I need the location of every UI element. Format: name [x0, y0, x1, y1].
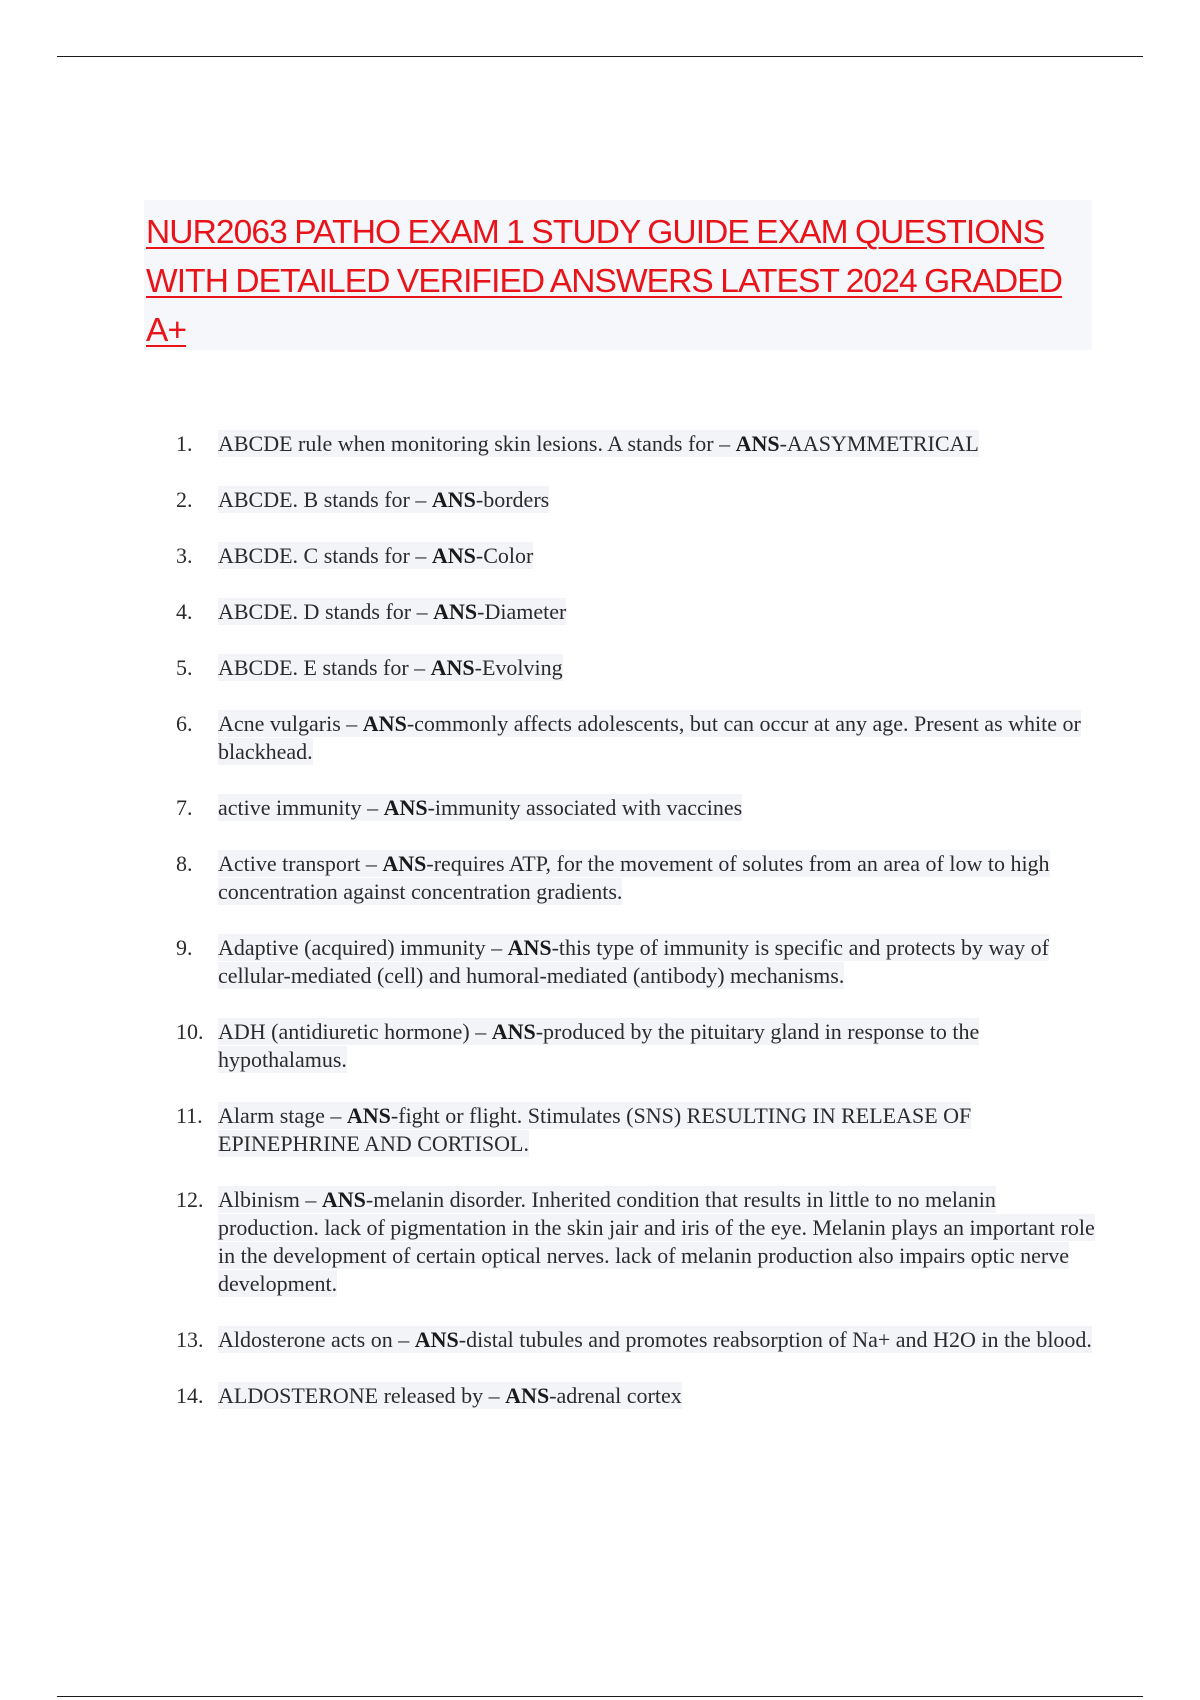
item-number: 9. — [176, 935, 193, 960]
question-text: ALDOSTERONE released by – — [218, 1383, 506, 1408]
answer-text: -Diameter — [477, 599, 567, 624]
item-number: 3. — [176, 543, 193, 568]
answer-label: ANS — [735, 431, 780, 456]
page-header-rule — [57, 56, 1143, 57]
item-number: 2. — [176, 487, 193, 512]
item-number: 10. — [176, 1019, 204, 1044]
answer-label: ANS — [491, 1019, 536, 1044]
item-number: 12. — [176, 1187, 204, 1212]
qa-item — [176, 486, 1096, 514]
answer-label: ANS — [431, 487, 476, 512]
answer-text: -Color — [475, 543, 534, 568]
question-text: ADH (antidiuretic hormone) – — [218, 1019, 492, 1044]
title-block — [144, 200, 1092, 350]
answer-label: ANS — [431, 543, 476, 568]
qa-item — [176, 710, 1096, 766]
qa-item — [176, 794, 1096, 822]
item-number: 13. — [176, 1327, 204, 1352]
qa-item — [176, 1326, 1096, 1354]
answer-text: -borders — [475, 487, 550, 512]
answer-label: ANS — [346, 1103, 391, 1128]
item-number: 14. — [176, 1383, 204, 1408]
answer-text: -distal tubules and promotes reabsorption of Na+ and H2O in the blood. — [458, 1327, 1092, 1352]
answer-label: ANS — [383, 795, 428, 820]
item-number: 11. — [176, 1103, 203, 1128]
question-text: ABCDE. B stands for – — [218, 487, 432, 512]
answer-label: ANS — [382, 851, 427, 876]
qa-item — [176, 654, 1096, 682]
question-text: Alarm stage – — [218, 1103, 347, 1128]
qa-item — [176, 1382, 1096, 1410]
qa-item — [176, 850, 1096, 906]
answer-text: -this type of immunity is specific and protects by way of cellular-mediated (cell) and humoral-mediated (antibody) mechanisms. — [218, 935, 1049, 988]
answer-label: ANS — [362, 711, 407, 736]
answer-text: -commonly affects adolescents, but can occur at any age. Present as white or blackhead. — [218, 711, 1081, 764]
answer-text: -requires ATP, for the movement of solutes from an area of low to high concentration against concentration gradients. — [218, 851, 1050, 904]
item-number: 8. — [176, 851, 193, 876]
qa-item — [176, 1186, 1096, 1298]
question-text: Aldosterone acts on – — [218, 1327, 415, 1352]
question-text: Albinism – — [218, 1187, 322, 1212]
answer-label: ANS — [430, 655, 475, 680]
question-text: Acne vulgaris – — [218, 711, 363, 736]
item-number: 7. — [176, 795, 193, 820]
question-text: active immunity – — [218, 795, 384, 820]
question-text: Active transport – — [218, 851, 383, 876]
item-number: 6. — [176, 711, 193, 736]
question-text: ABCDE. D stands for – — [218, 599, 434, 624]
qa-item — [176, 1018, 1096, 1074]
qa-item — [176, 542, 1096, 570]
qa-item — [176, 430, 1096, 458]
answer-text: -immunity associated with vaccines — [427, 795, 743, 820]
qa-list — [176, 430, 1096, 1438]
item-number: 5. — [176, 655, 193, 680]
question-text: ABCDE rule when monitoring skin lesions. A stands for – — [218, 431, 736, 456]
item-number: 1. — [176, 431, 193, 456]
qa-item — [176, 1102, 1096, 1158]
question-text: ABCDE. C stands for – — [218, 543, 432, 568]
qa-item — [176, 934, 1096, 990]
answer-text: -adrenal cortex — [549, 1383, 682, 1408]
answer-text: -melanin disorder. Inherited condition that results in little to no melanin production. lack of pigmentation in the skin jair and iris of the eye. Melanin plays an important role in the development of certain optical nerves. lack of melanin production also impairs optic nerve development. — [218, 1187, 1095, 1296]
answer-label: ANS — [433, 599, 478, 624]
answer-label: ANS — [505, 1383, 550, 1408]
answer-text: -fight or flight. Stimulates (SNS) RESULTING IN RELEASE OF EPINEPHRINE AND CORTISOL. — [218, 1103, 972, 1156]
item-number: 4. — [176, 599, 193, 624]
answer-label: ANS — [507, 935, 552, 960]
answer-text: -produced by the pituitary gland in response to the hypothalamus. — [218, 1019, 980, 1072]
question-text: Adaptive (acquired) immunity – — [218, 935, 508, 960]
document-title: NUR2063 PATHO EXAM 1 STUDY GUIDE EXAM QUESTIONS WITH DETAILED VERIFIED ANSWERS LATEST 2024 GRADED A+ — [146, 214, 1063, 349]
answer-label: ANS — [321, 1187, 366, 1212]
answer-label: ANS — [414, 1327, 459, 1352]
question-text: ABCDE. E stands for – — [218, 655, 431, 680]
answer-text: -Evolving — [474, 655, 563, 680]
page-footer-rule — [57, 1696, 1143, 1697]
answer-text: -AASYMMETRICAL — [779, 431, 979, 456]
qa-item — [176, 598, 1096, 626]
